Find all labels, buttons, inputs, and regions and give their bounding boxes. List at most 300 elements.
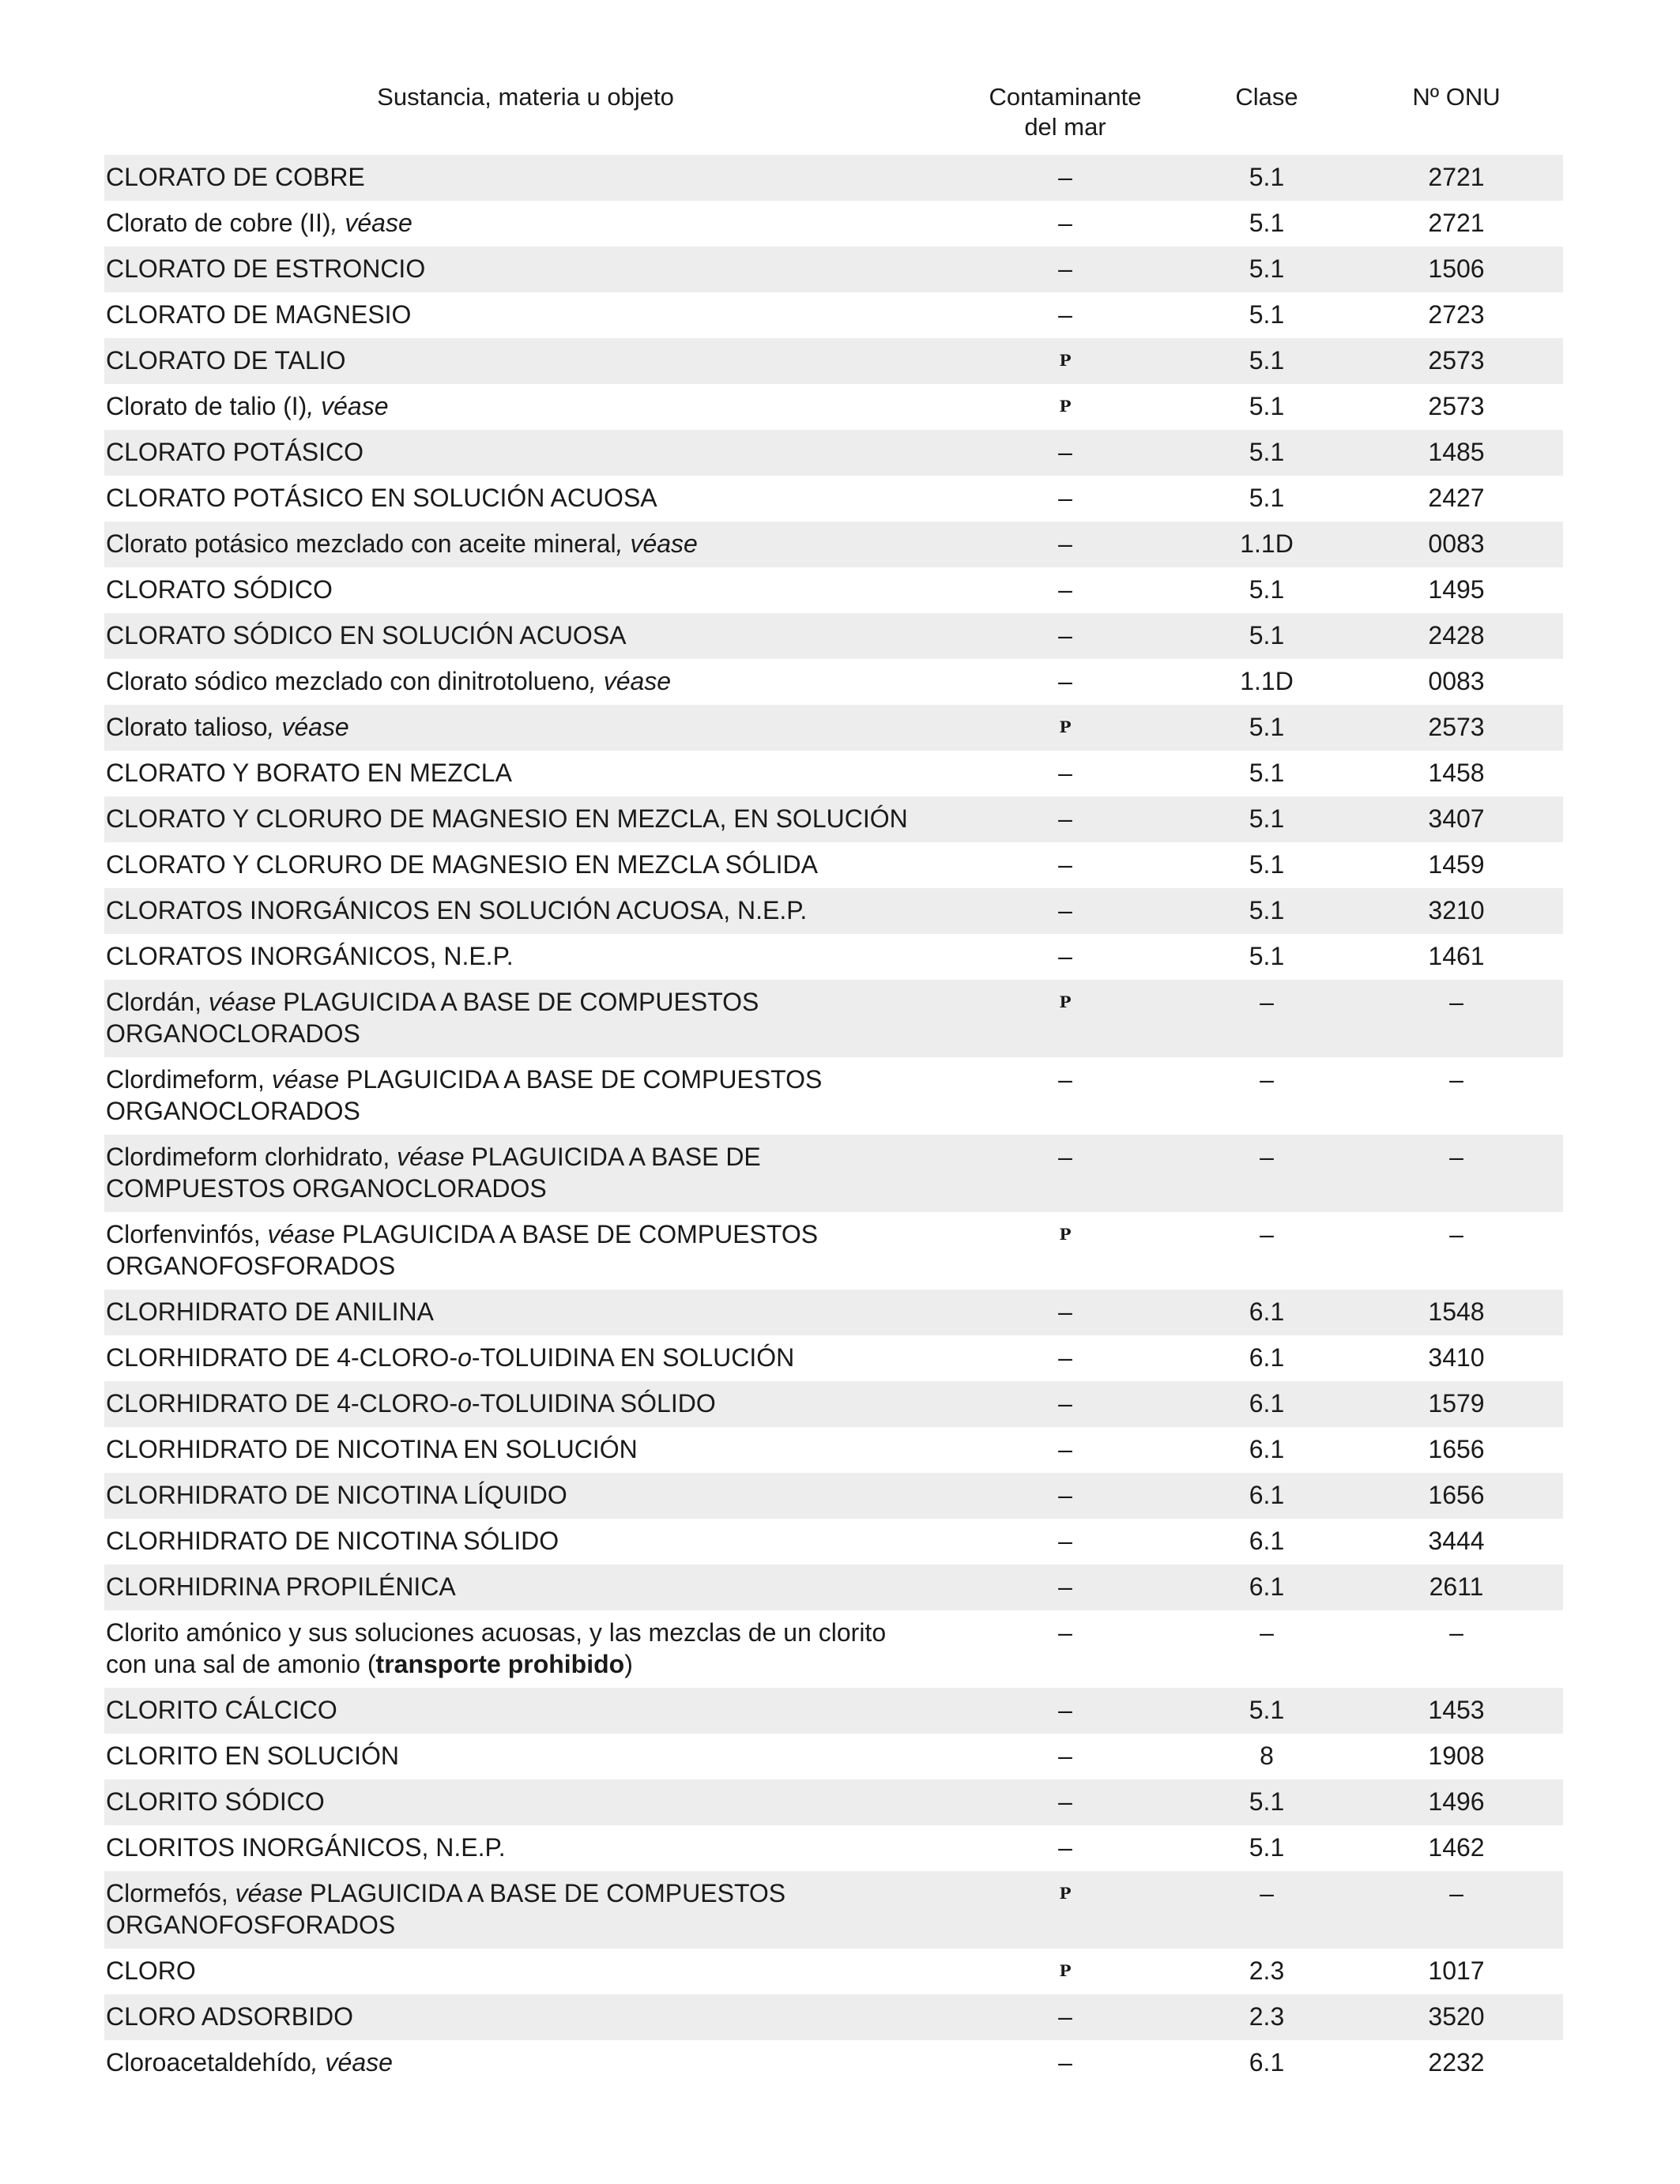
class-value: 5.1: [1249, 896, 1285, 924]
substance-name-part: CLORATO SÓDICO: [106, 575, 333, 604]
marine-pollutant: [947, 155, 1184, 201]
substance-name: [104, 1994, 947, 2040]
class-value: 1.1D: [1240, 667, 1294, 695]
marine-pollutant-mark: P: [1059, 1884, 1072, 1903]
un-number: –: [1449, 988, 1463, 1016]
substance-name-part: CLORATO Y CLORURO DE MAGNESIO EN MEZCLA, EN SOLUCIÓN: [106, 804, 908, 833]
class-value: 5.1: [1249, 438, 1285, 466]
substance-name-part: Clorato de talio (I): [106, 392, 307, 420]
substance-name-part: PLAGUICIDA A BASE DE COMPUESTOS: [276, 988, 759, 1016]
un-number: 1017: [1428, 1956, 1485, 1985]
marine-pollutant: [947, 2040, 1184, 2086]
substance-name-part: -TOLUIDINA EN SOLUCIÓN: [471, 1343, 795, 1372]
table-row: [104, 1057, 1563, 1135]
marine-pollutant: [947, 1473, 1184, 1519]
marine-pollutant-mark: –: [1058, 942, 1072, 970]
substance-table: [104, 76, 1563, 2086]
un-number: 1462: [1428, 1833, 1485, 1862]
substance-name-part: CLORO ADSORBIDO: [106, 2002, 353, 2031]
substance-name-part: Cloroacetaldehído: [106, 2048, 311, 2077]
substance-name: [104, 1381, 947, 1427]
header-class: Clase: [1235, 83, 1298, 111]
substance-name: [104, 980, 947, 1057]
substance-name-part: CLORATO DE MAGNESIO: [106, 300, 412, 329]
marine-pollutant-mark: –: [1058, 1572, 1072, 1601]
marine-pollutant: [947, 796, 1184, 842]
table-row: [104, 567, 1563, 613]
table-row: [104, 1335, 1563, 1381]
substance-name-part: , véase: [330, 209, 412, 237]
class-value: 6.1: [1249, 1572, 1285, 1601]
substance-name: [104, 613, 947, 659]
class-value: 2.3: [1249, 2002, 1285, 2031]
table-row: [104, 2040, 1563, 2086]
substance-name: [104, 430, 947, 476]
substance-name-part: CLORATOS INORGÁNICOS EN SOLUCIÓN ACUOSA, N.E.P.: [106, 896, 808, 924]
substance-name-part: CLORATO POTÁSICO EN SOLUCIÓN ACUOSA: [106, 484, 657, 512]
substance-name-part: , véase: [311, 2048, 393, 2077]
un-number: 1506: [1428, 254, 1485, 283]
substance-name-part: o: [458, 1389, 472, 1418]
table-row: [104, 1212, 1563, 1290]
un-number: 1485: [1428, 438, 1485, 466]
substance-name: [104, 1825, 947, 1871]
substance-name: [104, 1335, 947, 1381]
substance-name-part: Clordimeform clorhidrato,: [106, 1143, 397, 1171]
substance-name: [104, 522, 947, 567]
un-number: –: [1449, 1065, 1463, 1094]
substance-name-part: CLORHIDRATO DE NICOTINA LÍQUIDO: [106, 1481, 567, 1509]
substance-name-part: CLORHIDRATO DE NICOTINA EN SOLUCIÓN: [106, 1435, 638, 1463]
table-row: [104, 1825, 1563, 1871]
class-value: 6.1: [1249, 1481, 1285, 1509]
substance-name: [104, 1212, 947, 1290]
substance-name: [104, 292, 947, 338]
marine-pollutant: [947, 1381, 1184, 1427]
class-value: 6.1: [1249, 1343, 1285, 1372]
marine-pollutant-mark: –: [1058, 484, 1072, 512]
substance-name-part: CLORO: [106, 1956, 196, 1985]
class-value: 5.1: [1249, 804, 1285, 833]
class-value: 6.1: [1249, 1389, 1285, 1418]
class-value: 5.1: [1249, 850, 1285, 879]
marine-pollutant: [947, 1212, 1184, 1290]
substance-name: [104, 751, 947, 796]
marine-pollutant: [947, 1779, 1184, 1825]
un-number: 0083: [1428, 529, 1485, 558]
table-row: [104, 1381, 1563, 1427]
marine-pollutant: [947, 705, 1184, 751]
class-value: –: [1260, 988, 1274, 1016]
marine-pollutant: [947, 384, 1184, 430]
un-number: 1548: [1428, 1297, 1485, 1326]
substance-name-part: Clordán,: [106, 988, 209, 1016]
un-number: 2611: [1429, 1572, 1484, 1601]
substance-name: [104, 155, 947, 201]
substance-name-part: CLORHIDRATO DE 4-CLORO-: [106, 1389, 458, 1418]
substance-name-part: CLORATO DE COBRE: [106, 163, 365, 191]
table-row: [104, 1688, 1563, 1734]
substance-name-part: Clormefós,: [106, 1879, 235, 1907]
class-value: 5.1: [1249, 300, 1285, 329]
marine-pollutant-mark: P: [1059, 397, 1072, 416]
substance-name-part: CLORATO Y BORATO EN MEZCLA: [106, 759, 512, 787]
un-number: 1656: [1428, 1481, 1485, 1509]
marine-pollutant: [947, 934, 1184, 980]
substance-name-part: CLORATOS INORGÁNICOS, N.E.P.: [106, 942, 514, 970]
substance-name-part: véase: [235, 1879, 303, 1907]
un-number: 2428: [1428, 621, 1485, 650]
class-value: 5.1: [1249, 346, 1285, 375]
un-number: 2723: [1428, 300, 1485, 329]
substance-name: [104, 201, 947, 247]
header-marine-pollutant-label: Contaminante del mar: [989, 83, 1142, 141]
table-row: [104, 1734, 1563, 1779]
un-number: –: [1449, 1618, 1463, 1647]
marine-pollutant-mark: –: [1058, 254, 1072, 283]
un-number: 3210: [1428, 896, 1485, 924]
table-row: [104, 1473, 1563, 1519]
substance-name-part: Clorito amónico y sus soluciones acuosas, y las mezclas de un clorito: [106, 1618, 887, 1647]
substance-name-part: CLORHIDRINA PROPILÉNICA: [106, 1572, 456, 1601]
class-value: –: [1260, 1618, 1274, 1647]
marine-pollutant-mark: P: [1059, 992, 1072, 1011]
marine-pollutant-mark: –: [1058, 2002, 1072, 2031]
table-row: [104, 1871, 1563, 1949]
class-value: –: [1260, 1220, 1274, 1248]
substance-name: [104, 659, 947, 705]
un-number: 2427: [1428, 484, 1485, 512]
substance-name: [104, 1734, 947, 1779]
substance-name-part: -TOLUIDINA SÓLIDO: [471, 1389, 716, 1418]
class-value: –: [1260, 1879, 1274, 1907]
table-row: [104, 1949, 1563, 1994]
marine-pollutant-mark: –: [1058, 1481, 1072, 1509]
class-value: 5.1: [1249, 392, 1285, 420]
table-row: [104, 1427, 1563, 1473]
class-value: 5.1: [1249, 163, 1285, 191]
marine-pollutant: [947, 476, 1184, 522]
substance-name-part: Clorato talioso: [106, 713, 268, 741]
substance-name: [104, 1290, 947, 1335]
marine-pollutant-mark: –: [1058, 759, 1072, 787]
class-value: 6.1: [1249, 2048, 1285, 2077]
marine-pollutant: [947, 751, 1184, 796]
marine-pollutant: [947, 1871, 1184, 1949]
substance-name: [104, 1427, 947, 1473]
marine-pollutant: [947, 1519, 1184, 1565]
substance-name: [104, 796, 947, 842]
class-value: 8: [1260, 1742, 1274, 1770]
substance-name-part: ORGANOFOSFORADOS: [106, 1911, 396, 1939]
substance-name-part: CLORITOS INORGÁNICOS, N.E.P.: [106, 1833, 506, 1862]
table-row: [104, 1610, 1563, 1688]
table-row: [104, 1994, 1563, 2040]
class-value: –: [1260, 1143, 1274, 1171]
table-body: [104, 155, 1563, 2086]
marine-pollutant: [947, 1135, 1184, 1212]
substance-name: [104, 1610, 947, 1688]
table-row: [104, 659, 1563, 705]
substance-name-part: Clorato de cobre (II): [106, 209, 331, 237]
substance-name: [104, 1871, 947, 1949]
marine-pollutant-mark: –: [1058, 1297, 1072, 1326]
substance-name: [104, 705, 947, 751]
marine-pollutant-mark: P: [1059, 351, 1072, 370]
class-value: 5.1: [1249, 484, 1285, 512]
marine-pollutant-mark: P: [1059, 1961, 1072, 1980]
table-row: [104, 980, 1563, 1057]
marine-pollutant: [947, 980, 1184, 1057]
substance-name-part: CLORATO DE TALIO: [106, 346, 346, 375]
substance-name: [104, 567, 947, 613]
un-number: 1656: [1428, 1435, 1485, 1463]
table-row: [104, 705, 1563, 751]
table-row: [104, 934, 1563, 980]
marine-pollutant-mark: P: [1059, 1225, 1072, 1244]
table-row: [104, 430, 1563, 476]
substance-name-part: Clorato sódico mezclado con dinitrotolueno: [106, 667, 590, 695]
table-row: [104, 1290, 1563, 1335]
substance-name: [104, 338, 947, 384]
substance-name-part: , véase: [589, 667, 672, 695]
marine-pollutant-mark: –: [1058, 575, 1072, 604]
marine-pollutant-mark: –: [1058, 1435, 1072, 1463]
marine-pollutant: [947, 292, 1184, 338]
marine-pollutant-mark: –: [1058, 1065, 1072, 1094]
table-row: [104, 247, 1563, 292]
substance-name-part: CLORITO SÓDICO: [106, 1787, 325, 1816]
un-number: 2232: [1428, 2048, 1485, 2077]
marine-pollutant-mark: –: [1058, 1143, 1072, 1171]
substance-name-part: Clorfenvinfós,: [106, 1220, 268, 1248]
substance-name-part: COMPUESTOS ORGANOCLORADOS: [106, 1174, 547, 1203]
un-number: 2721: [1428, 209, 1485, 237]
marine-pollutant-mark: –: [1058, 804, 1072, 833]
substance-name: [104, 476, 947, 522]
marine-pollutant-mark: –: [1058, 1742, 1072, 1770]
marine-pollutant-mark: –: [1058, 621, 1072, 650]
substance-name-part: PLAGUICIDA A BASE DE: [464, 1143, 761, 1171]
table-row: [104, 1565, 1563, 1610]
substance-name: [104, 1565, 947, 1610]
substance-name-part: ): [624, 1650, 633, 1678]
substance-name-part: véase: [397, 1143, 465, 1171]
class-value: –: [1260, 1065, 1274, 1094]
table-row: [104, 796, 1563, 842]
substance-name-part: CLORHIDRATO DE 4-CLORO-: [106, 1343, 458, 1372]
substance-name-part: PLAGUICIDA A BASE DE COMPUESTOS: [302, 1879, 786, 1907]
un-number: –: [1449, 1143, 1463, 1171]
un-number: –: [1449, 1220, 1463, 1248]
marine-pollutant: [947, 567, 1184, 613]
marine-pollutant: [947, 522, 1184, 567]
marine-pollutant: [947, 1825, 1184, 1871]
marine-pollutant: [947, 842, 1184, 888]
marine-pollutant: [947, 1565, 1184, 1610]
table-row: [104, 384, 1563, 430]
substance-name-part: CLORITO CÁLCICO: [106, 1696, 337, 1724]
header-marine-pollutant: [947, 76, 1184, 155]
marine-pollutant-mark: –: [1058, 2048, 1072, 2077]
marine-pollutant: [947, 1290, 1184, 1335]
substance-name-part: véase: [267, 1220, 335, 1248]
marine-pollutant: [947, 1994, 1184, 2040]
class-value: 2.3: [1249, 1956, 1285, 1985]
marine-pollutant: [947, 430, 1184, 476]
marine-pollutant: [947, 613, 1184, 659]
marine-pollutant: [947, 1335, 1184, 1381]
substance-name-part: , véase: [307, 392, 389, 420]
table-row: [104, 201, 1563, 247]
table-row: [104, 338, 1563, 384]
class-value: 5.1: [1249, 942, 1285, 970]
substance-name-part: , véase: [616, 529, 698, 558]
class-value: 6.1: [1249, 1435, 1285, 1463]
marine-pollutant-mark: –: [1058, 438, 1072, 466]
un-number: 1461: [1428, 942, 1485, 970]
marine-pollutant: [947, 1688, 1184, 1734]
marine-pollutant-mark: –: [1058, 1696, 1072, 1724]
substance-name-part: véase: [271, 1065, 340, 1094]
class-value: 6.1: [1249, 1527, 1285, 1555]
marine-pollutant: [947, 659, 1184, 705]
marine-pollutant-mark: –: [1058, 209, 1072, 237]
marine-pollutant: [947, 1949, 1184, 1994]
marine-pollutant-mark: –: [1058, 1833, 1072, 1862]
un-number: 3407: [1428, 804, 1485, 833]
class-value: 5.1: [1249, 1787, 1285, 1816]
un-number: 2721: [1428, 163, 1485, 191]
un-number: 1495: [1428, 575, 1485, 604]
substance-name-part: PLAGUICIDA A BASE DE COMPUESTOS: [334, 1220, 819, 1248]
marine-pollutant-mark: –: [1058, 1389, 1072, 1418]
substance-name: [104, 1135, 947, 1212]
substance-name-part: transporte prohibido: [375, 1650, 625, 1678]
marine-pollutant-mark: –: [1058, 529, 1072, 558]
substance-name-part: , véase: [267, 713, 349, 741]
substance-name-part: ORGANOCLORADOS: [106, 1019, 360, 1048]
marine-pollutant: [947, 247, 1184, 292]
un-number: 1459: [1428, 850, 1485, 879]
substance-name-part: CLORITO EN SOLUCIÓN: [106, 1742, 400, 1770]
substance-name-part: CLORHIDRATO DE NICOTINA SÓLIDO: [106, 1527, 559, 1555]
substance-name-part: Clorato potásico mezclado con aceite mineral: [106, 529, 616, 558]
class-value: 5.1: [1249, 209, 1285, 237]
un-number: –: [1449, 1879, 1463, 1907]
un-number: 1453: [1428, 1696, 1485, 1724]
table-row: [104, 888, 1563, 934]
un-number: 1496: [1428, 1787, 1485, 1816]
substance-name: [104, 934, 947, 980]
marine-pollutant-mark: –: [1058, 896, 1072, 924]
substance-name-part: con una sal de amonio (: [106, 1650, 376, 1678]
substance-name-part: Clordimeform,: [106, 1065, 272, 1094]
substance-name-part: ORGANOCLORADOS: [106, 1097, 360, 1125]
substance-name: [104, 247, 947, 292]
substance-name-part: CLORATO POTÁSICO: [106, 438, 363, 466]
substance-name-part: CLORATO DE ESTRONCIO: [106, 254, 426, 283]
class-value: 5.1: [1249, 759, 1285, 787]
table-row: [104, 1519, 1563, 1565]
class-value: 5.1: [1249, 713, 1285, 741]
marine-pollutant-mark: –: [1058, 1527, 1072, 1555]
substance-name: [104, 888, 947, 934]
marine-pollutant-mark: –: [1058, 1343, 1072, 1372]
table-row: [104, 613, 1563, 659]
substance-name-part: CLORHIDRATO DE ANILINA: [106, 1297, 434, 1326]
substance-name-part: PLAGUICIDA A BASE DE COMPUESTOS: [339, 1065, 823, 1094]
un-number: 1579: [1428, 1389, 1485, 1418]
substance-name: [104, 384, 947, 430]
marine-pollutant-mark: –: [1058, 300, 1072, 329]
table-header: [104, 76, 1563, 155]
header-un-number: Nº ONU: [1412, 83, 1501, 111]
substance-name: [104, 1949, 947, 1994]
substance-name-part: ORGANOFOSFORADOS: [106, 1252, 396, 1280]
table-row: [104, 292, 1563, 338]
un-number: 2573: [1428, 392, 1485, 420]
marine-pollutant-mark: –: [1058, 1787, 1072, 1816]
substance-name-part: CLORATO SÓDICO EN SOLUCIÓN ACUOSA: [106, 621, 627, 650]
substance-name: [104, 1473, 947, 1519]
header-substance: Sustancia, materia u objeto: [377, 83, 674, 111]
marine-pollutant: [947, 1427, 1184, 1473]
marine-pollutant: [947, 1057, 1184, 1135]
un-number: 3444: [1428, 1527, 1485, 1555]
table-row: [104, 1135, 1563, 1212]
un-number: 0083: [1428, 667, 1485, 695]
class-value: 5.1: [1249, 254, 1285, 283]
table-row: [104, 842, 1563, 888]
marine-pollutant: [947, 201, 1184, 247]
un-number: 3520: [1428, 2002, 1485, 2031]
table-row: [104, 1779, 1563, 1825]
table-row: [104, 155, 1563, 201]
class-value: 5.1: [1249, 575, 1285, 604]
marine-pollutant-mark: –: [1058, 667, 1072, 695]
table-row: [104, 522, 1563, 567]
substance-name: [104, 1057, 947, 1135]
class-value: 1.1D: [1240, 529, 1294, 558]
un-number: 1458: [1428, 759, 1485, 787]
marine-pollutant: [947, 1610, 1184, 1688]
marine-pollutant: [947, 338, 1184, 384]
marine-pollutant: [947, 888, 1184, 934]
un-number: 3410: [1428, 1343, 1485, 1372]
class-value: 6.1: [1249, 1297, 1285, 1326]
class-value: 5.1: [1249, 621, 1285, 650]
substance-name: [104, 1779, 947, 1825]
substance-name: [104, 1519, 947, 1565]
substance-name: [104, 1688, 947, 1734]
substance-name: [104, 2040, 947, 2086]
marine-pollutant-mark: –: [1058, 1618, 1072, 1647]
substance-name-part: o: [458, 1343, 472, 1372]
table-row: [104, 751, 1563, 796]
substance-name-part: véase: [208, 988, 277, 1016]
un-number: 1908: [1428, 1742, 1485, 1770]
class-value: 5.1: [1249, 1696, 1285, 1724]
un-number: 2573: [1428, 713, 1485, 741]
table-row: [104, 476, 1563, 522]
substance-name-part: CLORATO Y CLORURO DE MAGNESIO EN MEZCLA SÓLIDA: [106, 850, 818, 879]
marine-pollutant-mark: –: [1058, 163, 1072, 191]
substance-name: [104, 842, 947, 888]
un-number: 2573: [1428, 346, 1485, 375]
marine-pollutant: [947, 1734, 1184, 1779]
marine-pollutant-mark: P: [1059, 717, 1072, 736]
